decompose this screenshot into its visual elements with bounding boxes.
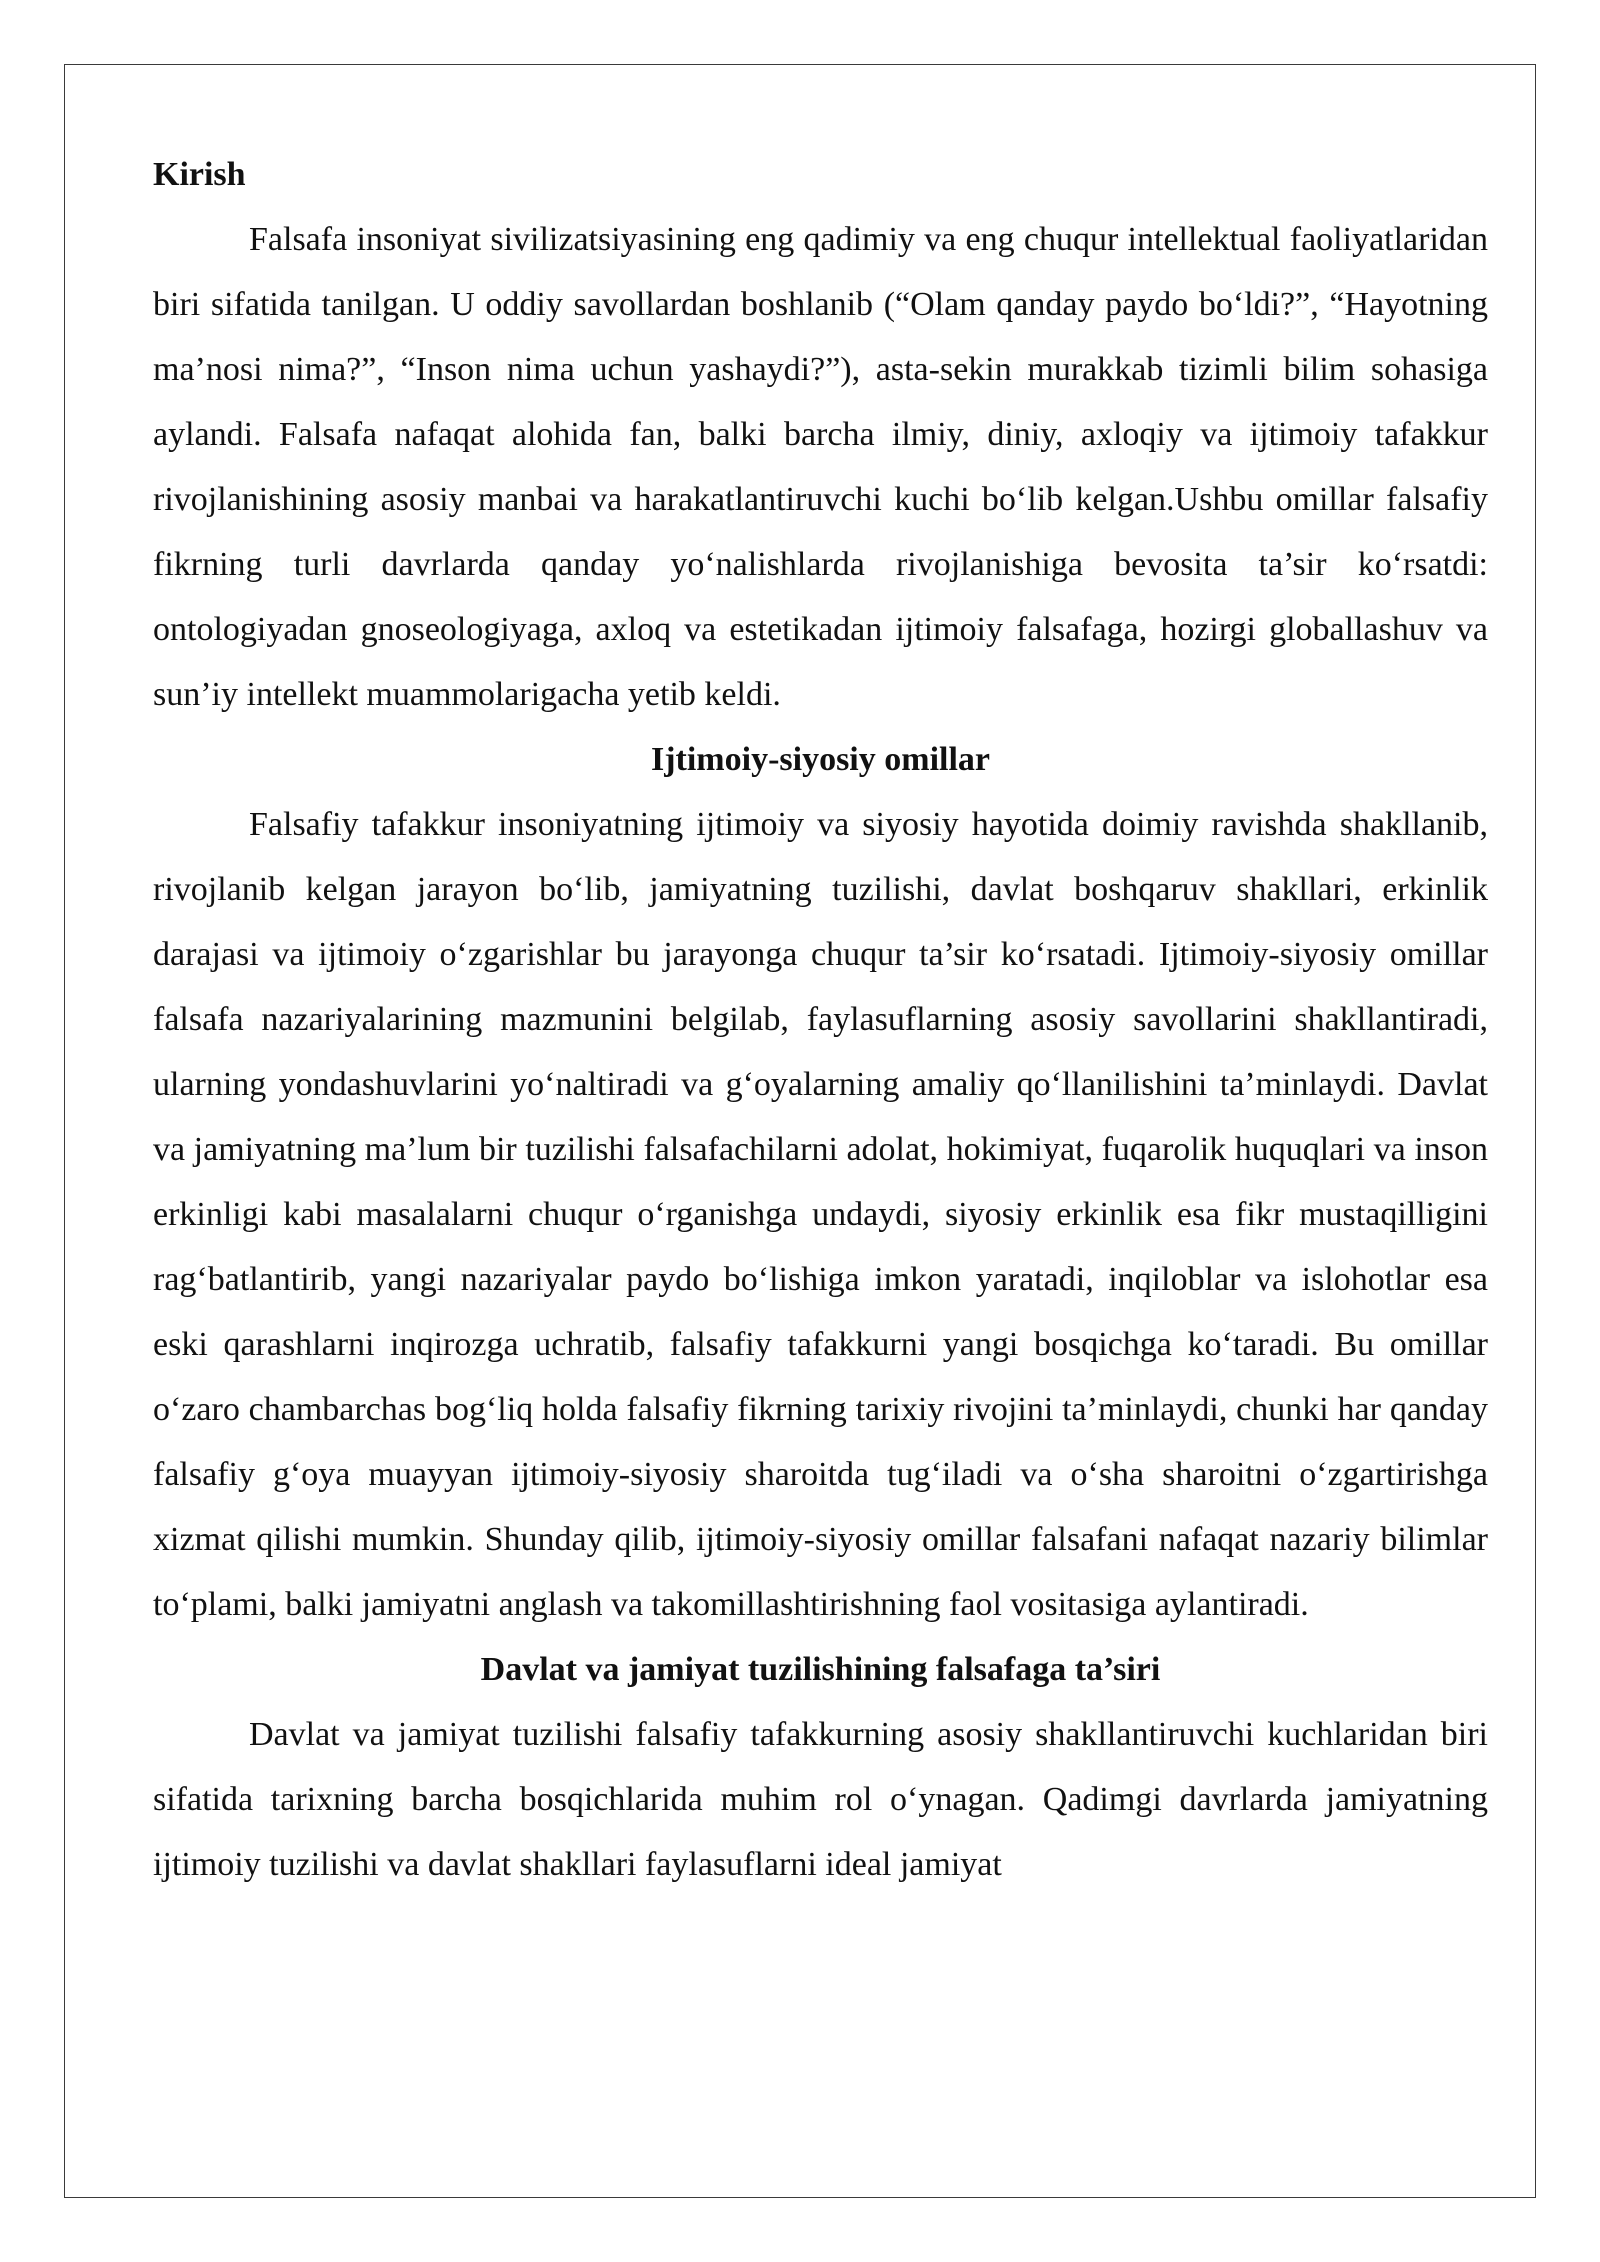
- paragraph-kirish: Falsafa insoniyat sivilizatsiyasining eng qadimiy va eng chuqur intellektual faoliyatlaridan biri sifatida tanilgan. U oddiy savollardan boshlanib (“Olam qanday paydo bo‘ldi?”, “Hayotning ma’nosi nima?”, “Inson nima uchun yashaydi?”), asta-sekin murakkab tizimli bilim sohasiga aylandi. Falsafa nafaqat alohida fan, balki barcha ilmiy, diniy, axloqiy va ijtimoiy tafakkur rivojlanishining asosiy manbai va harakatlantiruvchi kuchi bo‘lib kelgan.Ushbu omillar falsafiy fikrning turli davrlarda qanday yo‘nalishlarda rivojlanishiga bevosita ta’sir ko‘rsatdi: ontologiyadan gnoseologiyaga, axloq va estetikadan ijtimoiy falsafaga, hozirgi globallashuv va sun’iy intellekt muammolarigacha yetib keldi.: [153, 221, 1488, 713]
- section-heading-ijtimoiy-siyosiy: Ijtimoiy-siyosiy omillar: [650, 741, 991, 778]
- paragraph-davlat-jamiyat: Davlat va jamiyat tuzilishi falsafiy tafakkurning asosiy shakllantiruvchi kuchlaridan biri sifatida tarixning barcha bosqichlarida muhim rol o‘ynagan. Qadimgi davrlarda jamiyatning ijtimoiy tuzilishi va davlat shakllari faylasuflarni ideal jamiyat: [153, 1716, 1488, 1883]
- section-heading-davlat-jamiyat: Davlat va jamiyat tuzilishining falsafaga ta’siri: [480, 1651, 1161, 1688]
- paragraph-ijtimoiy-siyosiy: Falsafiy tafakkur insoniyatning ijtimoiy va siyosiy hayotida doimiy ravishda shakllanib, rivojlanib kelgan jarayon bo‘lib, jamiyatning tuzilishi, davlat boshqaruv shakllari, erkinlik darajasi va ijtimoiy o‘zgarishlar bu jarayonga chuqur ta’sir ko‘rsatadi. Ijtimoiy-siyosiy omillar falsafa nazariyalarining mazmunini belgilab, faylasuflarning asosiy savollarini shakllantiradi, ularning yondashuvlarini yo‘naltiradi va g‘oyalarning amaliy qo‘llanilishini ta’minlaydi. Davlat va jamiyatning ma’lum bir tuzilishi falsafachilarni adolat, hokimiyat, fuqarolik huquqlari va inson erkinligi kabi masalalarni chuqur o‘rganishga undaydi, siyosiy erkinlik esa fikr mustaqilligini rag‘batlantirib, yangi nazariyalar paydo bo‘lishiga imkon yaratadi, inqiloblar va islohotlar esa eski qarashlarni inqirozga uchratib, falsafiy tafakkurni yangi bosqichga ko‘taradi. Bu omillar o‘zaro chambarchas bog‘liq holda falsafiy fikrning tarixiy rivojini ta’minlaydi, chunki har qanday falsafiy g‘oya muayyan ijtimoiy-siyosiy sharoitda tug‘iladi va o‘sha sharoitni o‘zgartirishga xizmat qilishi mumkin. Shunday qilib, ijtimoiy-siyosiy omillar falsafani nafaqat nazariy bilimlar to‘plami, balki jamiyatni anglash va takomillashtirishning faol vositasiga aylantiradi.: [153, 806, 1488, 1623]
- section-heading-kirish: Kirish: [153, 156, 246, 193]
- document-body: [153, 142, 1488, 1897]
